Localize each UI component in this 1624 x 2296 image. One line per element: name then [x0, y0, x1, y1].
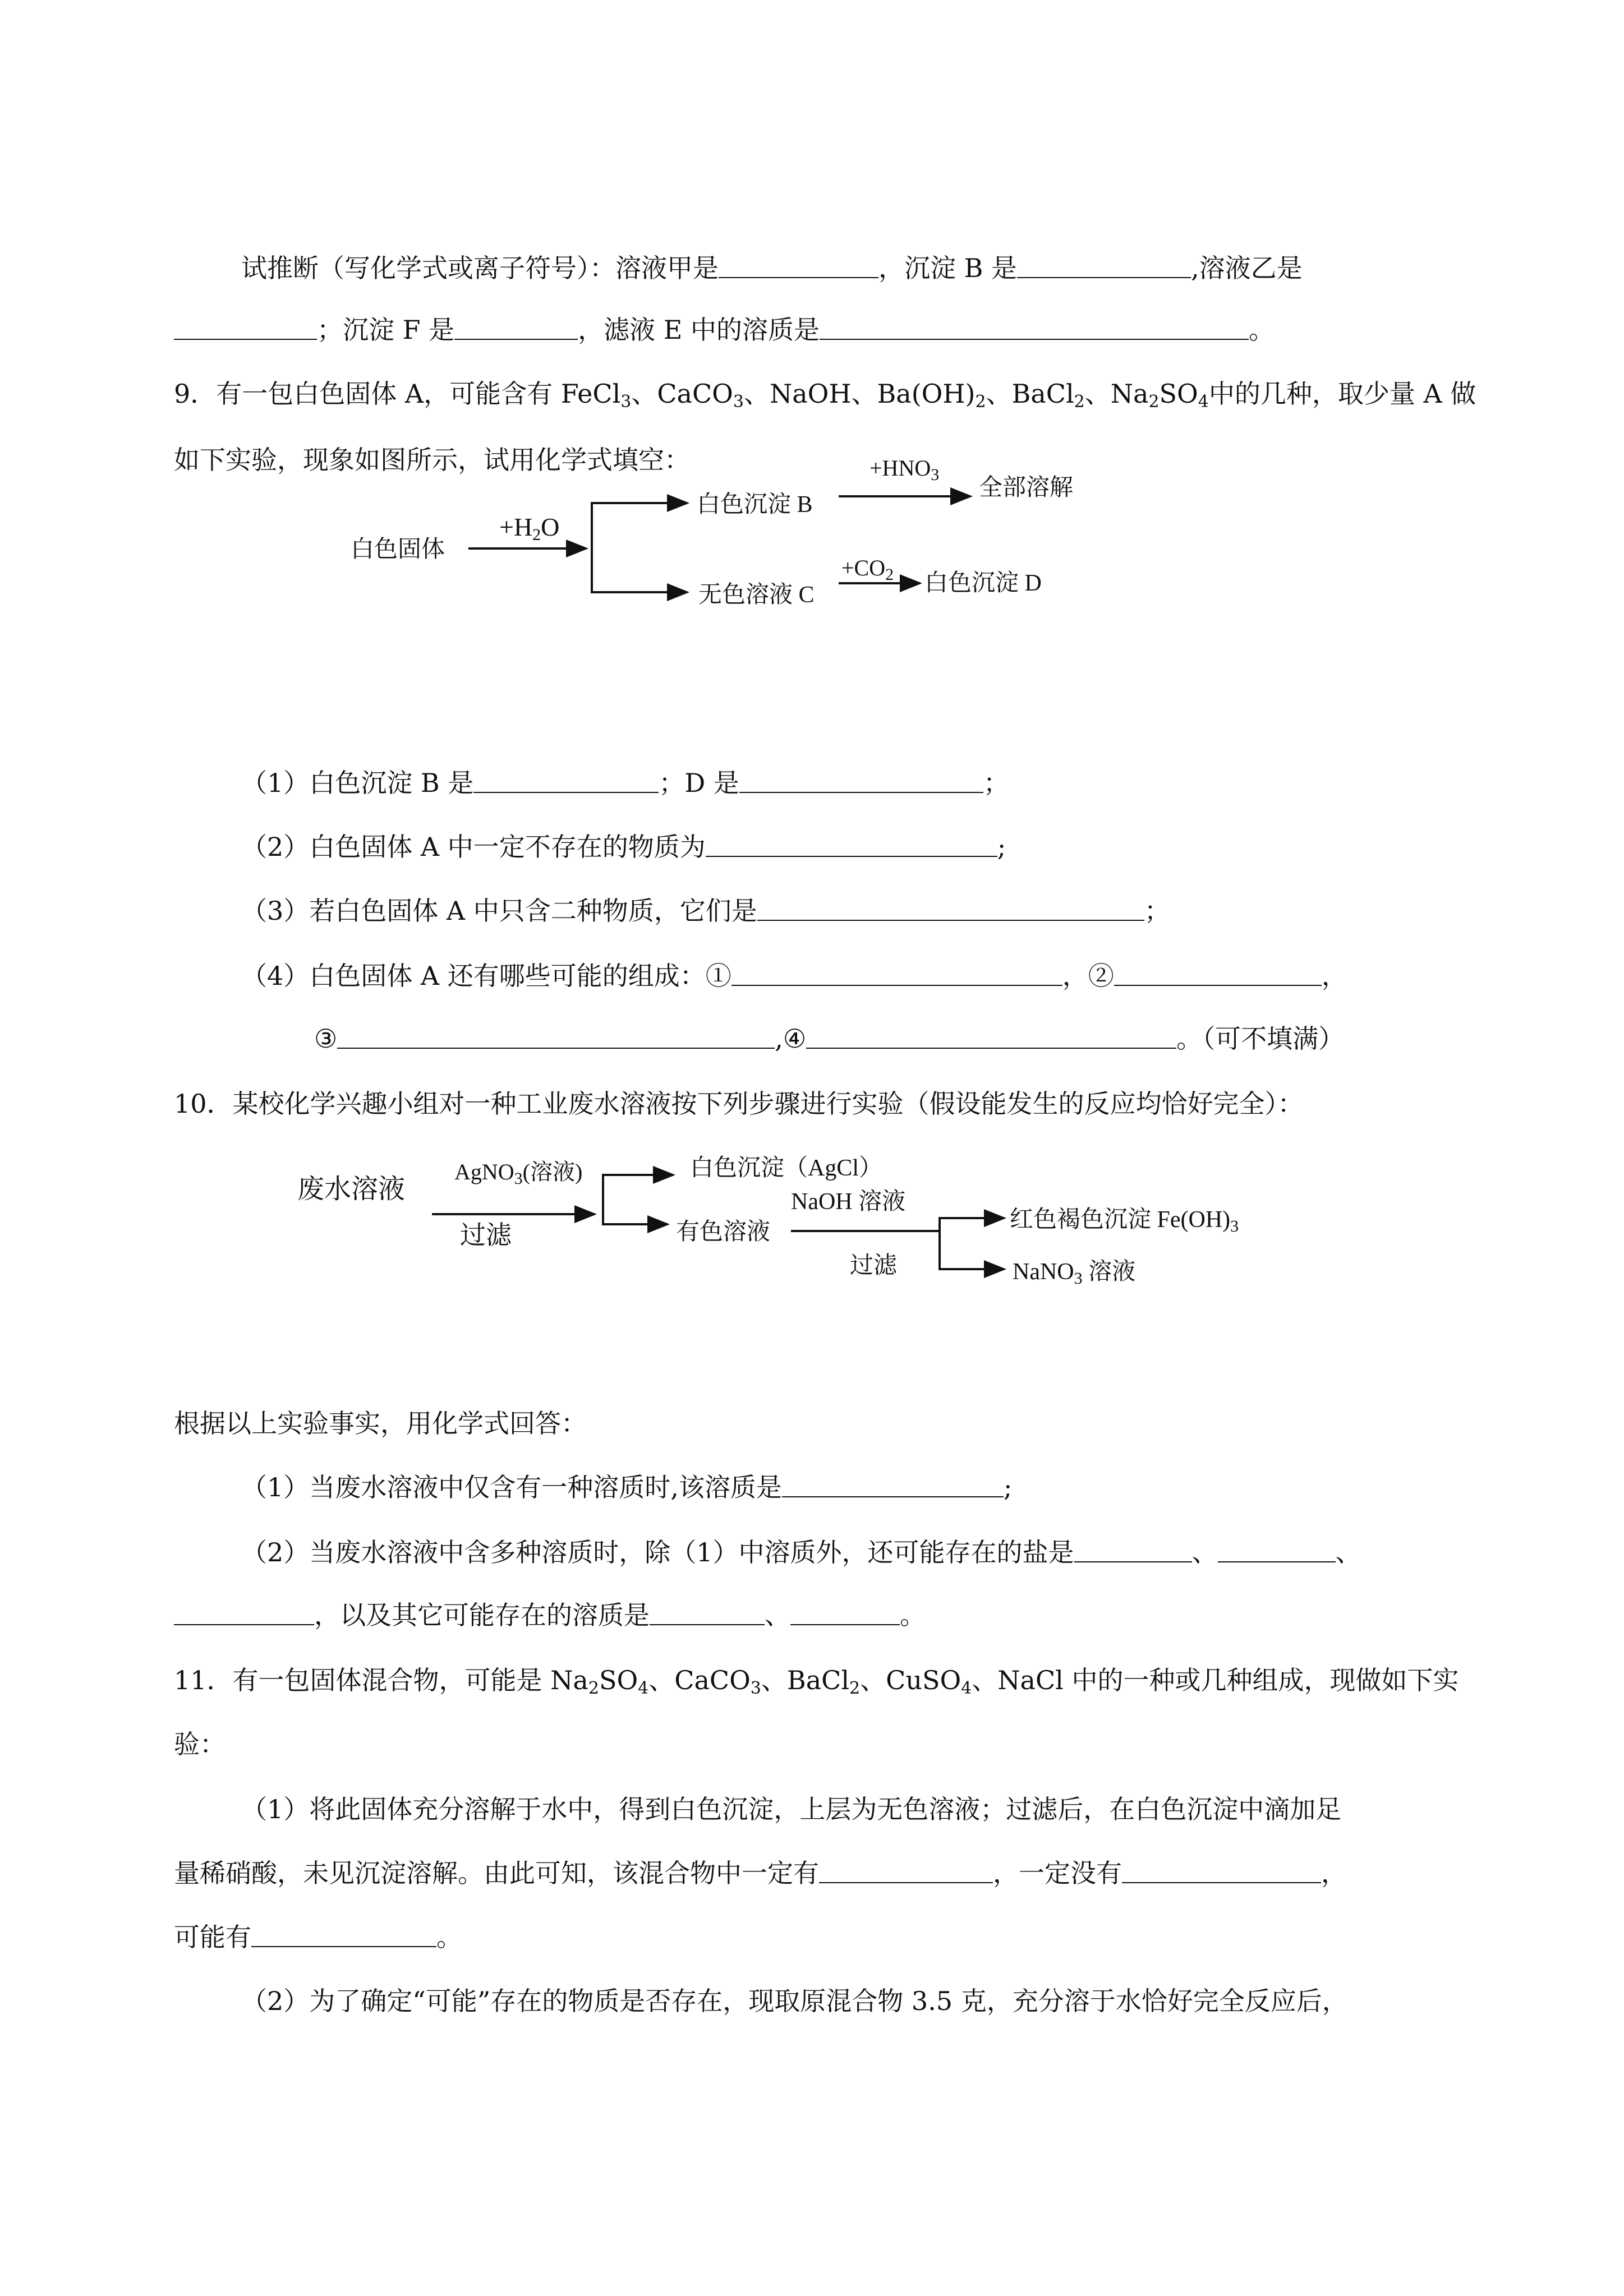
subscript: 4 — [961, 1679, 972, 1698]
answer-blank[interactable] — [739, 771, 983, 793]
diagram-precip-b: 白色沉淀 B — [697, 492, 813, 518]
answer-blank[interactable] — [174, 1603, 314, 1625]
answer-blank[interactable] — [650, 1603, 765, 1625]
subscript: 2 — [588, 1679, 599, 1698]
subscript: 2 — [1074, 392, 1085, 412]
prompt: 、 — [1335, 1537, 1361, 1567]
q10-sub2b — [174, 1598, 1461, 1632]
q9-sub3 — [241, 894, 1461, 928]
period: 。 — [1249, 315, 1275, 345]
diagram-start-white-solid: 白色固体 — [351, 537, 445, 563]
label-text: 红色褐色沉淀 Fe(OH) — [1010, 1207, 1231, 1233]
answer-blank[interactable] — [473, 771, 659, 793]
diagram-solution-c: 无色溶液 C — [698, 582, 815, 608]
q8-prompt-precip-b: ，沉淀 B 是 — [878, 253, 1018, 283]
prompt: ③ — [314, 1023, 338, 1054]
answer-blank[interactable] — [819, 1861, 993, 1883]
prompt: （1）白色沉淀 B 是 — [241, 768, 474, 798]
q9-text: 、CaCO — [631, 379, 733, 409]
label-text: O — [541, 513, 560, 541]
q10-sub1 — [241, 1470, 1461, 1504]
subscript: 2 — [1148, 392, 1160, 412]
subscript: 2 — [885, 565, 894, 584]
subscript: 3 — [1074, 1269, 1083, 1288]
prompt: ， — [1321, 961, 1347, 991]
answer-blank[interactable] — [806, 1026, 1176, 1049]
q9-text: 中的几种，取少量 A 做 — [1208, 379, 1476, 409]
subscript: 2 — [975, 392, 986, 412]
subscript: 3 — [514, 1169, 523, 1188]
label-text: +CO — [841, 555, 886, 580]
prompt: 、 — [765, 1600, 790, 1630]
prompt: 量稀硝酸，未见沉淀溶解。由此可知，该混合物中一定有 — [174, 1858, 819, 1888]
prompt: ；D 是 — [659, 768, 739, 798]
diagram-hno3-label — [869, 454, 939, 482]
diagram-agno3-label — [454, 1158, 582, 1186]
prompt: 。 — [900, 1600, 926, 1630]
q11-text: 、CuSO — [860, 1665, 961, 1695]
q11-sub1-line3 — [174, 1920, 1461, 1954]
subscript: 4 — [1198, 392, 1209, 412]
label-text: (溶液) — [522, 1159, 583, 1184]
answer-blank[interactable] — [1017, 256, 1191, 278]
q9-text: 、Na — [1084, 379, 1149, 409]
answer-blank[interactable] — [782, 1475, 1004, 1497]
label-text: AgNO — [454, 1159, 514, 1184]
diagram-agcl: 白色沉淀（AgCl） — [690, 1155, 883, 1181]
q8-prompt-filtrate-e: ，滤液 E 中的溶质是 — [578, 315, 820, 345]
diagram-filter-1: 过滤 — [460, 1221, 512, 1250]
q8-line1 — [241, 251, 1461, 285]
answer-blank[interactable] — [174, 317, 317, 340]
diagram-dissolve: 全部溶解 — [979, 475, 1074, 501]
answer-blank[interactable] — [706, 835, 997, 857]
subscript: 2 — [849, 1679, 861, 1698]
subscript: 3 — [931, 465, 940, 484]
prompt: （1）当废水溶液中仅含有一种溶质时,该溶质是 — [241, 1472, 782, 1502]
answer-blank[interactable] — [790, 1603, 900, 1625]
q11-sub1-line2 — [174, 1856, 1461, 1890]
answer-blank[interactable] — [1218, 1540, 1336, 1562]
answer-blank[interactable] — [454, 317, 578, 340]
answer-blank[interactable] — [719, 256, 878, 278]
answer-blank[interactable] — [1122, 1861, 1321, 1883]
diagram-nano3 — [1013, 1258, 1135, 1286]
diagram-co2-label — [841, 554, 894, 582]
q11-text: 、NaCl 中的一种或几种组成，现做如下实 — [972, 1665, 1459, 1695]
label-text: +H — [499, 513, 533, 541]
subscript: 4 — [638, 1679, 649, 1698]
prompt: ； — [1144, 896, 1170, 926]
q8-prompt-solution-yi: ,溶液乙是 — [1191, 253, 1303, 283]
answer-blank[interactable] — [1114, 963, 1322, 986]
prompt: 可能有 — [174, 1922, 251, 1952]
q10-intro: 根据以上实验事实，用化学式回答： — [174, 1408, 587, 1439]
q9-text: 、NaOH、Ba(OH) — [743, 379, 976, 409]
answer-blank[interactable] — [820, 317, 1249, 340]
prompt: （4）白色固体 A 还有哪些可能的组成：① — [241, 961, 732, 991]
q8-prompt-precip-f: ；沉淀 F 是 — [317, 315, 455, 345]
diagram-precip-d: 白色沉淀 D — [924, 570, 1042, 596]
answer-blank[interactable] — [337, 1026, 775, 1049]
q10-sub2 — [241, 1536, 1461, 1569]
q9-sub4 — [241, 959, 1461, 993]
prompt: （2）白色固体 A 中一定不存在的物质为 — [241, 832, 706, 862]
diagram-naoh-label: NaOH 溶液 — [791, 1189, 906, 1215]
prompt: ； — [983, 768, 1009, 798]
prompt: 。（可不填满） — [1176, 1023, 1345, 1054]
prompt: ,④ — [775, 1023, 807, 1054]
subscript: 3 — [620, 392, 632, 412]
diagram-filter-2: 过滤 — [850, 1253, 898, 1279]
diagram-feoh3 — [1010, 1206, 1239, 1234]
prompt: 、 — [1191, 1537, 1218, 1567]
q10-line1: 10．某校化学兴趣小组对一种工业废水溶液按下列步骤进行实验（假设能发生的反应均恰好完全）： — [174, 1089, 1304, 1119]
q11-text: 、BaCl — [761, 1665, 850, 1695]
prompt: （2）当废水溶液中含多种溶质时，除（1）中溶质外，还可能存在的盐是 — [241, 1537, 1074, 1567]
prompt: ，以及其它可能存在的溶质是 — [314, 1600, 650, 1630]
q11-sub1-line1: （1）将此固体充分溶解于水中，得到白色沉淀，上层为无色溶液；过滤后，在白色沉淀中滴加足 — [241, 1794, 1342, 1824]
subscript: 3 — [733, 392, 744, 412]
prompt: ， — [1321, 1858, 1347, 1888]
label-text: +HNO — [869, 455, 931, 481]
q9-text: SO — [1159, 379, 1198, 409]
label-text: NaNO — [1013, 1259, 1074, 1285]
q8-line2 — [174, 313, 1461, 347]
prompt: 。 — [436, 1922, 462, 1952]
label-text: 溶液 — [1082, 1259, 1136, 1285]
answer-blank[interactable] — [757, 898, 1144, 921]
diagram-waste-solution: 废水溶液 — [297, 1173, 406, 1205]
q11-text: 11．有一包固体混合物，可能是 Na — [174, 1665, 588, 1695]
answer-blank[interactable] — [732, 963, 1062, 986]
prompt: ，② — [1062, 961, 1114, 991]
q11-line2: 验： — [174, 1729, 226, 1759]
q11-line1 — [174, 1663, 1461, 1697]
q9-text: 、BaCl — [986, 379, 1074, 409]
q11-text: SO — [599, 1665, 638, 1695]
q11-sub2-line1: （2）为了确定“可能”存在的物质是否存在，现取原混合物 3.5 克，充分溶于水恰好完全反应后， — [241, 1986, 1348, 2016]
q9-text: 9．有一包白色固体 A，可能含有 FeCl — [174, 379, 621, 409]
prompt: ; — [997, 832, 1006, 862]
answer-blank[interactable] — [251, 1925, 436, 1947]
q9-line1 — [174, 377, 1476, 412]
q9-sub4b — [314, 1022, 1461, 1055]
subscript: 3 — [1230, 1217, 1239, 1235]
subscript: 2 — [532, 525, 541, 544]
q8-prompt-solution-jia: 试推断（写化学式或离子符号）：溶液甲是 — [241, 253, 719, 283]
diagram-water-label — [499, 513, 560, 544]
q9-sub2 — [241, 830, 1461, 864]
diagram-colored-solution: 有色溶液 — [676, 1219, 771, 1245]
answer-blank[interactable] — [1074, 1540, 1192, 1562]
q11-text: 、CaCO — [648, 1665, 751, 1695]
prompt: ，一定没有 — [993, 1858, 1122, 1888]
prompt: （3）若白色固体 A 中只含二种物质，它们是 — [241, 896, 757, 926]
prompt: ; — [1003, 1472, 1013, 1502]
q9-sub1 — [241, 766, 1461, 800]
q9-line2: 如下实验，现象如图所示，试用化学式填空： — [174, 445, 690, 475]
subscript: 3 — [750, 1679, 761, 1698]
